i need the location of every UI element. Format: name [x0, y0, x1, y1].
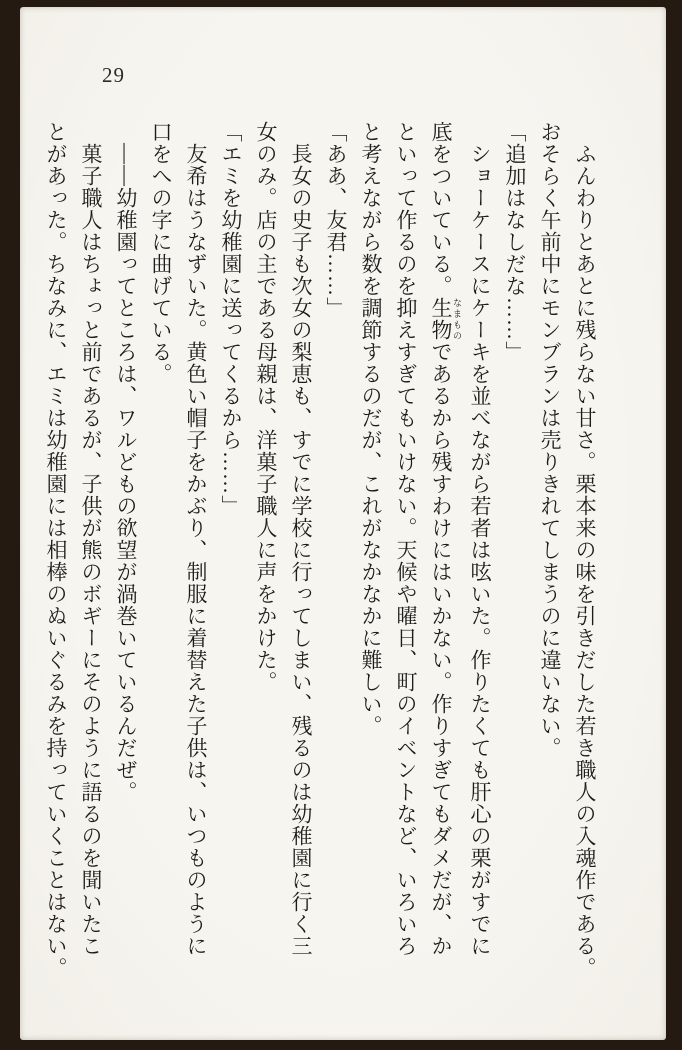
text-column: 口をへの字に曲げている。 — [149, 121, 173, 385]
text-column: おそらく午前中にモンブランは売りきれてしまうのに違いない。 — [538, 121, 562, 759]
text-column: 「ああ、友君……」 — [324, 121, 348, 319]
text-column: と考えながら数を調節するのだが、これがなかなかに難しい。 — [359, 121, 383, 737]
page — [20, 7, 666, 1040]
furigana-ruby: 生物 なまもの — [429, 297, 462, 341]
text-column: ――幼稚園ってところは、ワルどもの欲望が渦巻いているんだぜ。 — [114, 121, 138, 803]
text-column: ショーケースにケーキを並べながら若者は呟いた。作りたくても肝心の栗がすでに — [468, 121, 492, 957]
text-column: 友希はうなずいた。黄色い帽子をかぶり、制服に着替えた子供は、いつものように — [184, 121, 208, 957]
text-column: といって作るのを抑えすぎてもいけない。天候や曜日、町のイベントなど、いろいろ — [394, 121, 418, 957]
text-column: 「追加はなしだな……」 — [503, 121, 527, 363]
page-number: 29 — [102, 63, 125, 87]
text-column: とがあった。ちなみに、エミは幼稚園には相棒のぬいぐるみを持っていくことはない。 — [44, 121, 68, 979]
text-block — [38, 121, 602, 1001]
text-column: 女のみ。店の主である母親は、洋菓子職人に声をかけた。 — [254, 121, 278, 693]
text-column: 長女の史子も次女の梨恵も、すでに学校に行ってしまい、残るのは幼稚園に行く三 — [289, 121, 313, 957]
text-column: 「エミを幼稚園に送ってくるから……」 — [219, 121, 243, 517]
text-column: 底をついている。生物 なまものであるから残すわけにはいかない。作りすぎてもダメだが、か — [429, 121, 462, 957]
furigana-text: なまもの — [452, 297, 462, 341]
text-column: ふんわりとあとに残らない甘さ。栗本来の味を引きだした若き職人の入魂作である。 — [573, 121, 597, 979]
text-column: 菓子職人はちょっと前であるが、子供が熊のボギーにそのように語るのを聞いたこ — [79, 121, 103, 957]
